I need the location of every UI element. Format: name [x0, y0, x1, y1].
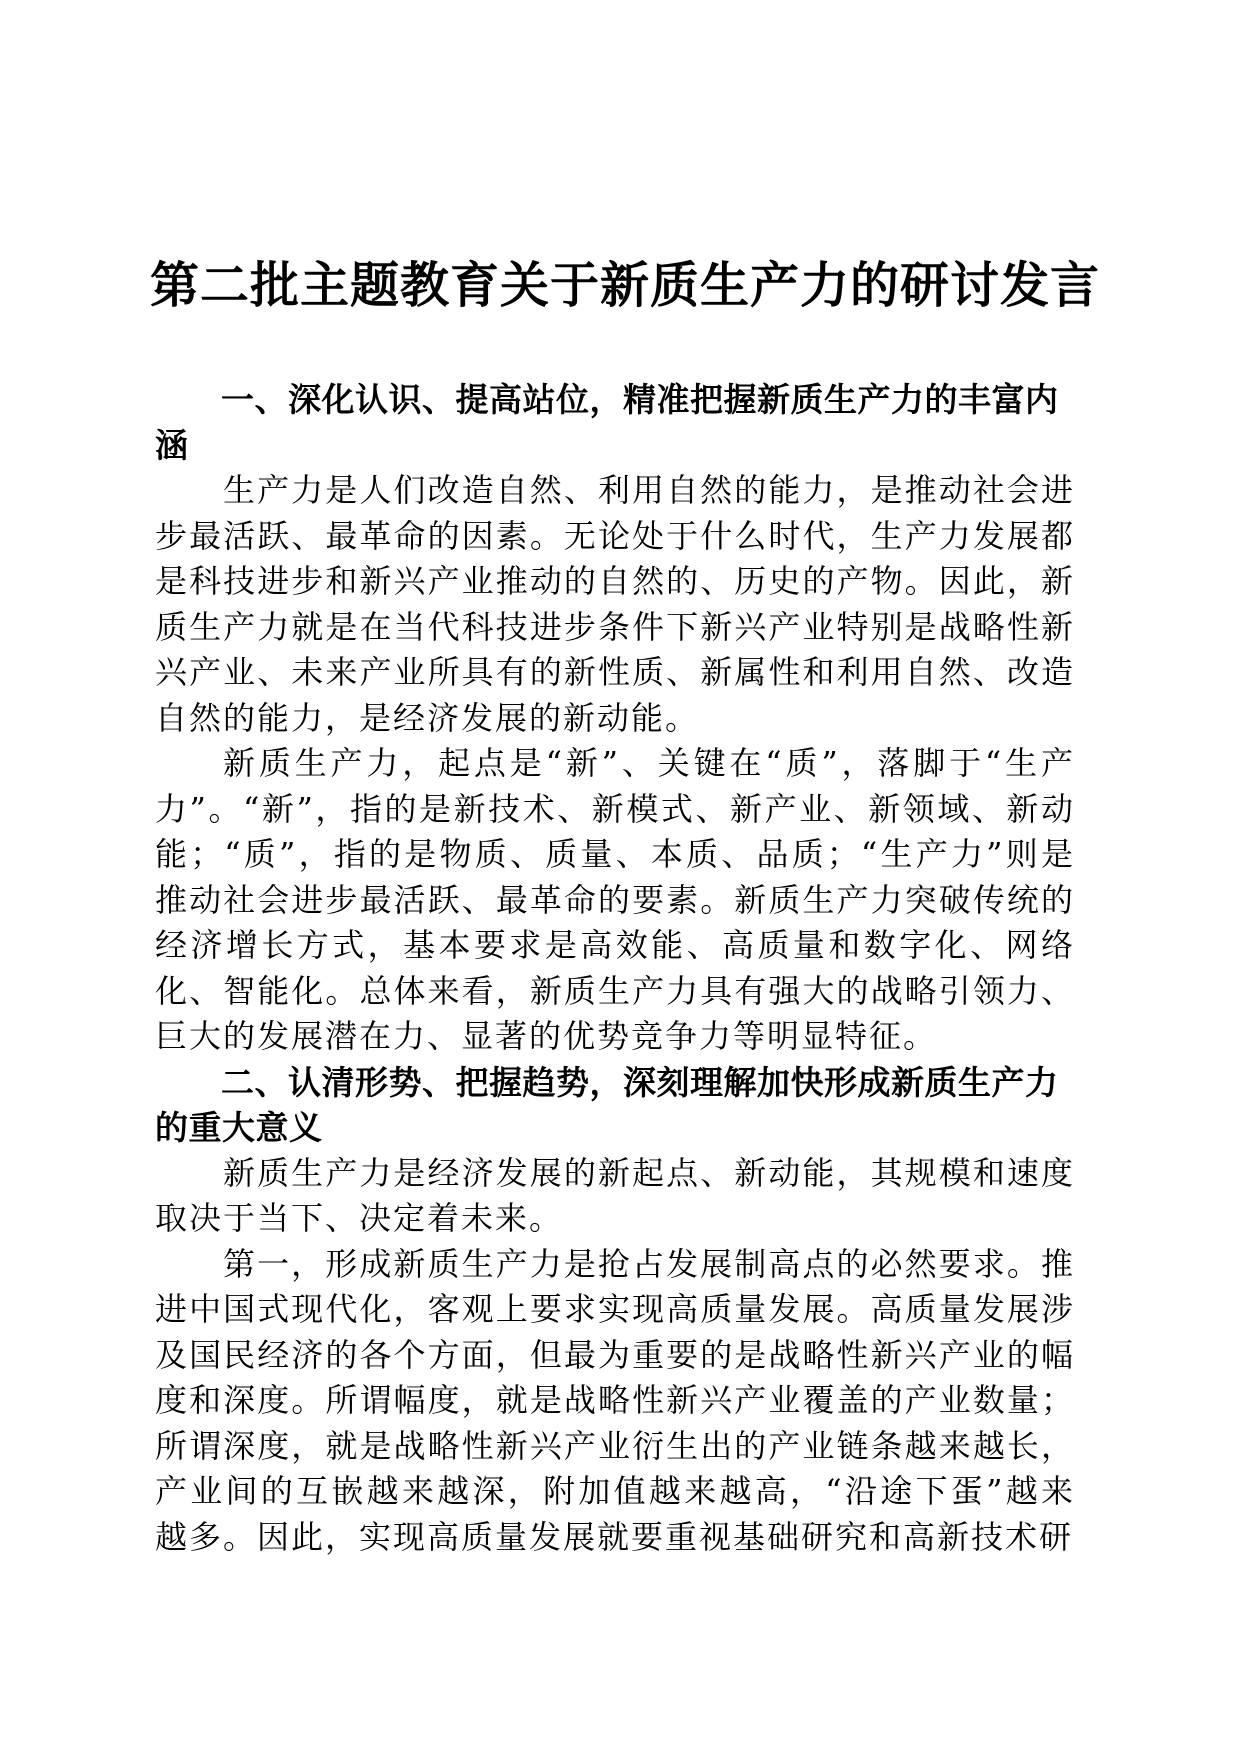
paragraph: 新质生产力，起点是“新”、关键在“质”，落脚于“生产力”。“新”，指的是新技术、新模式、新产业、新领域、新动能；“质”，指的是物质、质量、本质、品质；“生产力”则是推动社会进步最活跃、最革命的要素。新质生产力突破传统的经济增长方式，基本要求是高效能、高质量和数字化、网络化、智能化。总体来看，新质生产力具有强大的战略引领力、巨大的发展潜在力、显著的优势竞争力等明显特征。 [155, 744, 1075, 1055]
paragraph: 新质生产力是经济发展的新起点、新动能，其规模和速度取决于当下、决定着未来。 [155, 1153, 1075, 1237]
section-1 [155, 377, 1075, 1060]
paragraph: 生产力是人们改造自然、利用自然的能力，是推动社会进步最活跃、最革命的因素。无论处于什么时代，生产力发展都是科技进步和新兴产业推动的自然的、历史的产物。因此，新质生产力就是在当代科技进步条件下新兴产业特别是战略性新兴产业、未来产业所具有的新性质、新属性和利用自然、改造自然的能力，是经济发展的新动能。 [155, 471, 1075, 737]
section-heading: 二、认清形势、把握趋势，深刻理解加快形成新质生产力的重大意义 [155, 1062, 1059, 1147]
document-body [155, 377, 1075, 1560]
document-title: 第二批主题教育关于新质生产力的研讨发言 [150, 256, 1101, 314]
paragraph: 第一，形成新质生产力是抢占发展制高点的必然要求。推进中国式现代化，客观上要求实现高质量发展。高质量发展涉及国民经济的各个方面，但最为重要的是战略性新兴产业的幅度和深度。所谓幅度，就是战略性新兴产业覆盖的产业数量；所谓深度，就是战略性新兴产业衍生出的产业链条越来越长，产业间的互嵌越来越深，附加值越来越高，“沿途下蛋”越来越多。因此，实现高质量发展就要重视基础研究和高新技术研 [155, 1244, 1075, 1556]
section-heading: 一、深化认识、提高站位，精准把握新质生产力的丰富内涵 [155, 380, 1059, 465]
section-2 [155, 1060, 1075, 1561]
